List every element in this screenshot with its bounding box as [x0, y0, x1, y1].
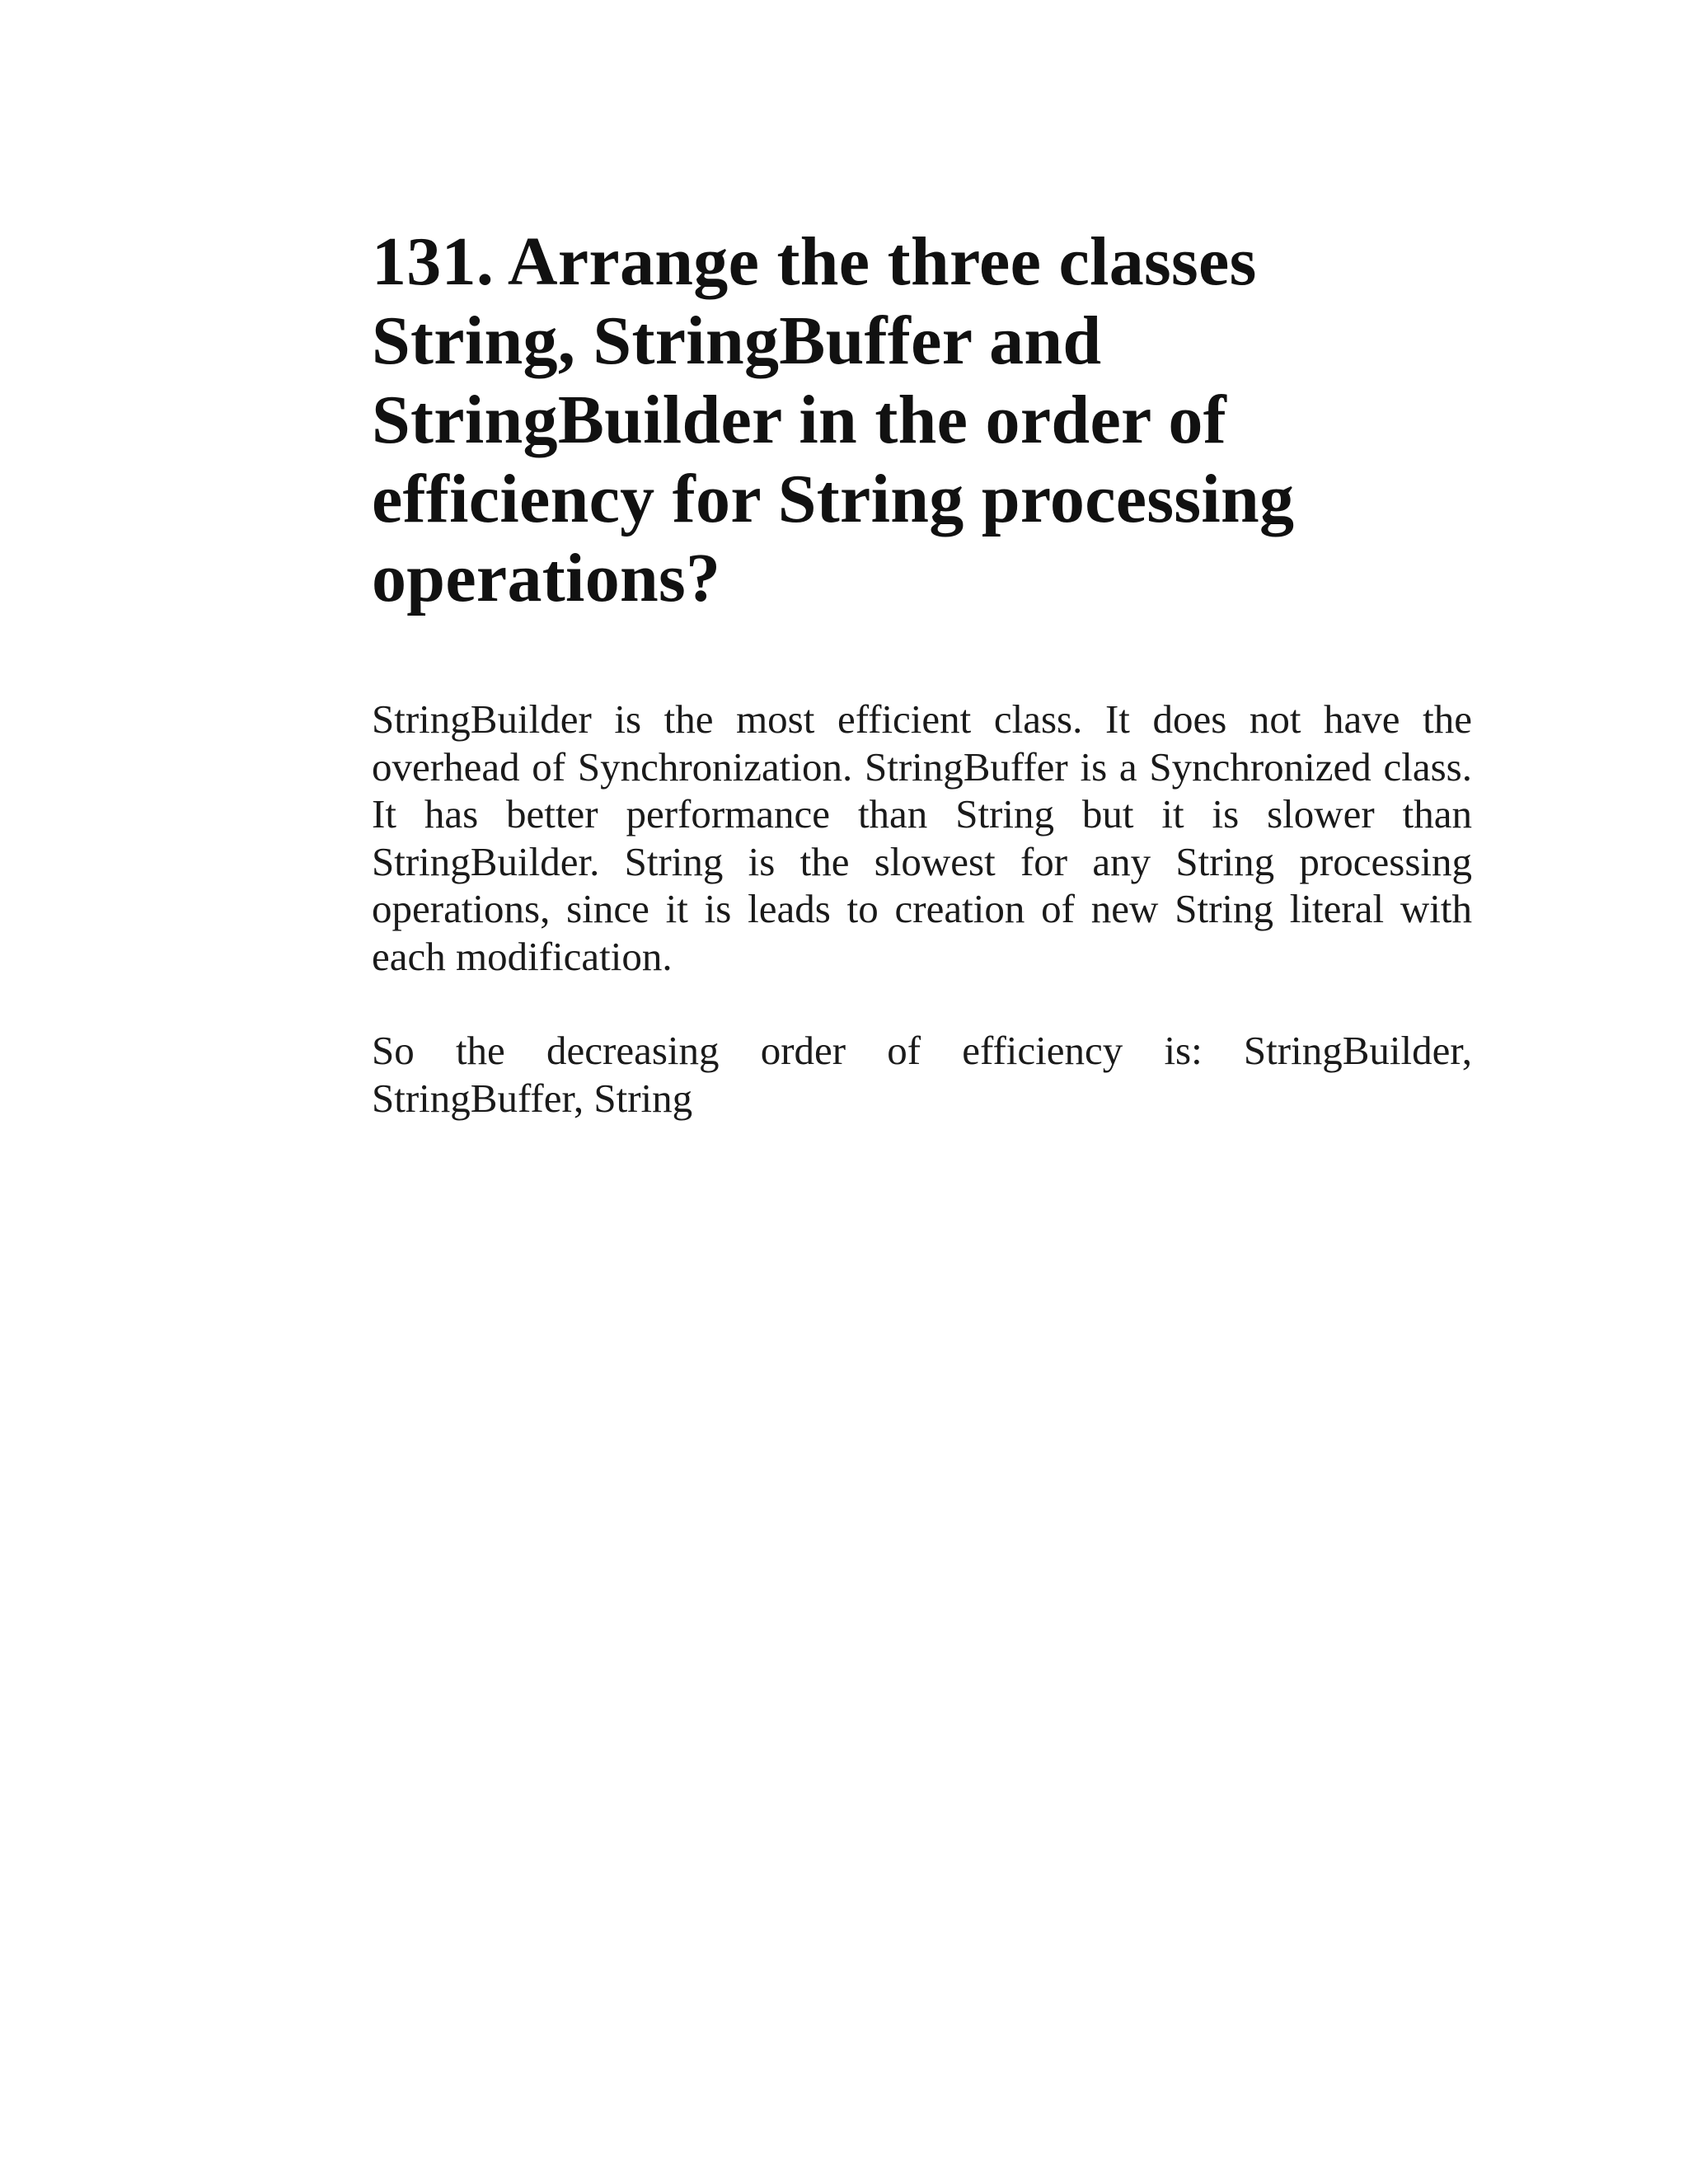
answer-paragraph: StringBuilder is the most efficient class. It does not have the overhead of Synchronization. StringBuffer is a Synchronized class. It has better performance than String but it is slower than StringBuilder. String is the slowest for any String processing operations, since it is leads to creation of new String literal with each modification. — [372, 696, 1472, 979]
conclusion-paragraph: So the decreasing order of efficiency is: StringBuilder, StringBuffer, String — [372, 1028, 1472, 1121]
question-heading: 131. Arrange the three classes String, StringBuffer and StringBuilder in the order of efficiency for String processing operations? — [372, 223, 1295, 616]
page-content — [372, 223, 1472, 1122]
